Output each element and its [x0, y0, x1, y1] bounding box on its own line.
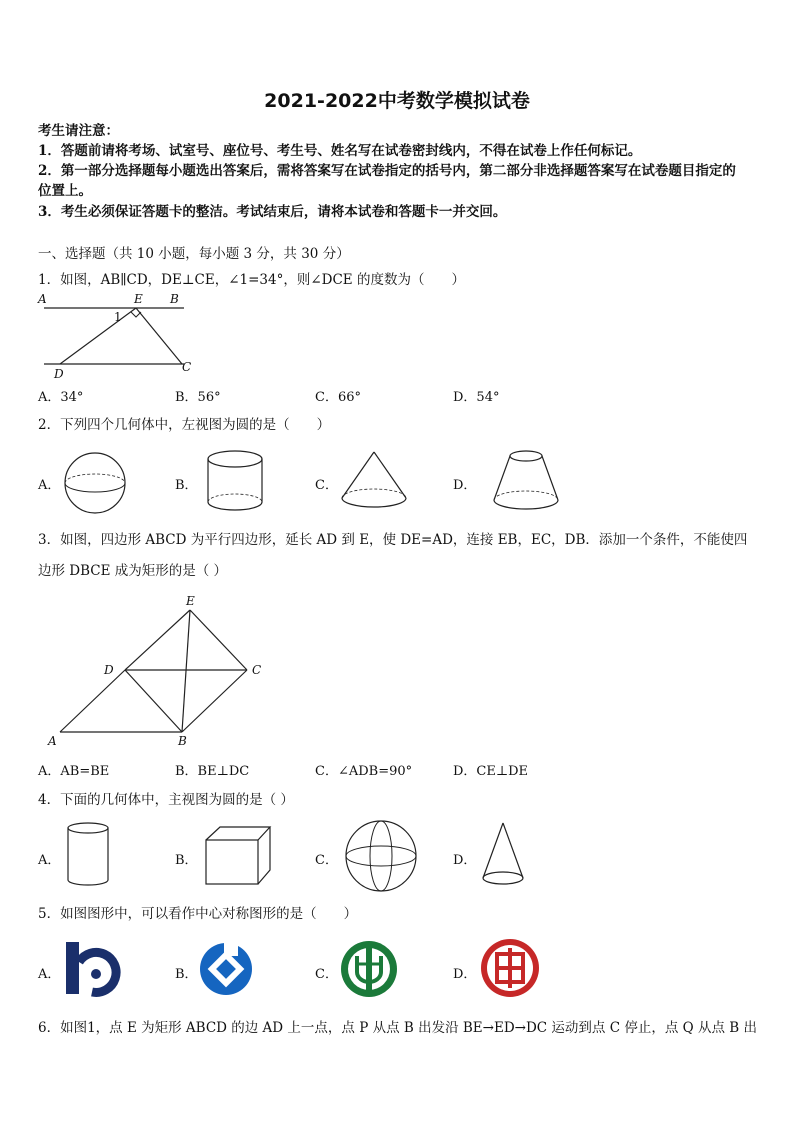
q4-option-a[interactable]: A．: [38, 853, 61, 868]
line-de: [125, 610, 190, 670]
q2-option-b[interactable]: B．: [175, 478, 198, 493]
logo-c-icon: [338, 938, 400, 1000]
notice-item: 3．考生必须保证答题卡的整洁。考试结束后，请将本试卷和答题卡一并交回。: [38, 204, 507, 220]
label-c: C: [252, 663, 262, 677]
q5-option-a[interactable]: A．: [38, 967, 61, 982]
notice-item: 2．第一部分选择题每小题选出答案后，需将答案写在试卷指定的括号内，第二部分非选择题答案写在试卷题目指定的: [38, 163, 736, 179]
question-5-text: 5．如图图形中，可以看作中心对称图形的是（ ）: [38, 906, 358, 922]
q5-option-c[interactable]: C．: [315, 967, 338, 982]
label-c: C: [182, 360, 192, 374]
label-d: D: [104, 663, 114, 677]
q2-option-a[interactable]: A．: [38, 478, 61, 493]
question-2-text: 2．下列四个几何体中，左视图为圆的是（ ）: [38, 417, 331, 433]
q1-option-d[interactable]: D．54°: [453, 390, 500, 405]
q1-option-b[interactable]: B．56°: [175, 390, 221, 405]
logo-a-icon: [62, 938, 122, 1000]
q4-option-c[interactable]: C．: [315, 853, 338, 868]
q4-option-d[interactable]: D．: [453, 853, 477, 868]
label-b: B: [178, 734, 187, 748]
q1-option-a[interactable]: A．34°: [38, 390, 84, 405]
line-ec: [190, 610, 247, 670]
sphere-icon: [342, 818, 420, 894]
sphere-icon: [60, 450, 130, 516]
question-4-text: 4．下面的几何体中，主视图为圆的是（ ）: [38, 792, 294, 808]
question-1-text: 1．如图，AB∥CD，DE⊥CE，∠1=34°，则∠DCE 的度数为（ ）: [38, 272, 465, 288]
label-e: E: [134, 292, 143, 306]
line-db: [125, 670, 182, 732]
logo-d-icon: [478, 936, 542, 1000]
q2-option-d[interactable]: D．: [453, 478, 477, 493]
line-bc: [182, 670, 247, 732]
page-title: 2021-2022中考数学模拟试卷: [264, 90, 530, 112]
cube-icon: [202, 824, 276, 888]
q5-option-b[interactable]: B．: [175, 967, 198, 982]
q5-option-d[interactable]: D．: [453, 967, 477, 982]
label-a: A: [48, 734, 57, 748]
q3-option-b[interactable]: B．BE⊥DC: [175, 764, 250, 779]
notice-item: 1．答题前请将考场、试室号、座位号、考生号、姓名写在试卷密封线内，不得在试卷上作任何标记。: [38, 143, 642, 159]
q1-option-c[interactable]: C．66°: [315, 390, 361, 405]
line-ec: [136, 308, 182, 364]
label-b: B: [170, 292, 179, 306]
question-3-text-line1: 3．如图，四边形 ABCD 为平行四边形，延长 AD 到 E，使 DE=AD，连接 EB，EC，DB．添加一个条件，不能使四: [38, 532, 748, 548]
notice-heading: 考生请注意：: [38, 123, 119, 139]
q1-figure: [36, 290, 196, 380]
line-ed: [60, 308, 136, 364]
label-angle-1: 1: [114, 310, 122, 324]
notice-item: 位置上。: [38, 183, 92, 199]
section-heading: 一、选择题（共 10 小题，每小题 3 分，共 30 分）: [38, 246, 350, 262]
frustum-icon: [490, 446, 562, 514]
cylinder-icon: [202, 448, 268, 514]
label-a: A: [38, 292, 47, 306]
q3-option-d[interactable]: D．CE⊥DE: [453, 764, 528, 779]
line-eb: [182, 610, 190, 732]
logo-b-icon: [196, 938, 256, 1000]
cone-icon: [338, 448, 410, 514]
q3-figure: [40, 590, 280, 752]
q3-option-a[interactable]: A．AB=BE: [38, 764, 110, 779]
q2-option-c[interactable]: C．: [315, 478, 338, 493]
cylinder-icon: [62, 820, 114, 890]
q4-option-b[interactable]: B．: [175, 853, 198, 868]
cone-icon: [478, 820, 528, 890]
label-e: E: [186, 594, 195, 608]
question-3-text-line2: 边形 DBCE 成为矩形的是（ ）: [38, 563, 228, 579]
label-d: D: [54, 367, 64, 380]
q3-option-c[interactable]: C．∠ADB=90°: [315, 764, 413, 779]
line-ad: [60, 670, 125, 732]
question-6-text: 6．如图1，点 E 为矩形 ABCD 的边 AD 上一点，点 P 从点 B 出发沿 BE→ED→DC 运动到点 C 停止，点 Q 从点 B 出: [38, 1020, 757, 1036]
